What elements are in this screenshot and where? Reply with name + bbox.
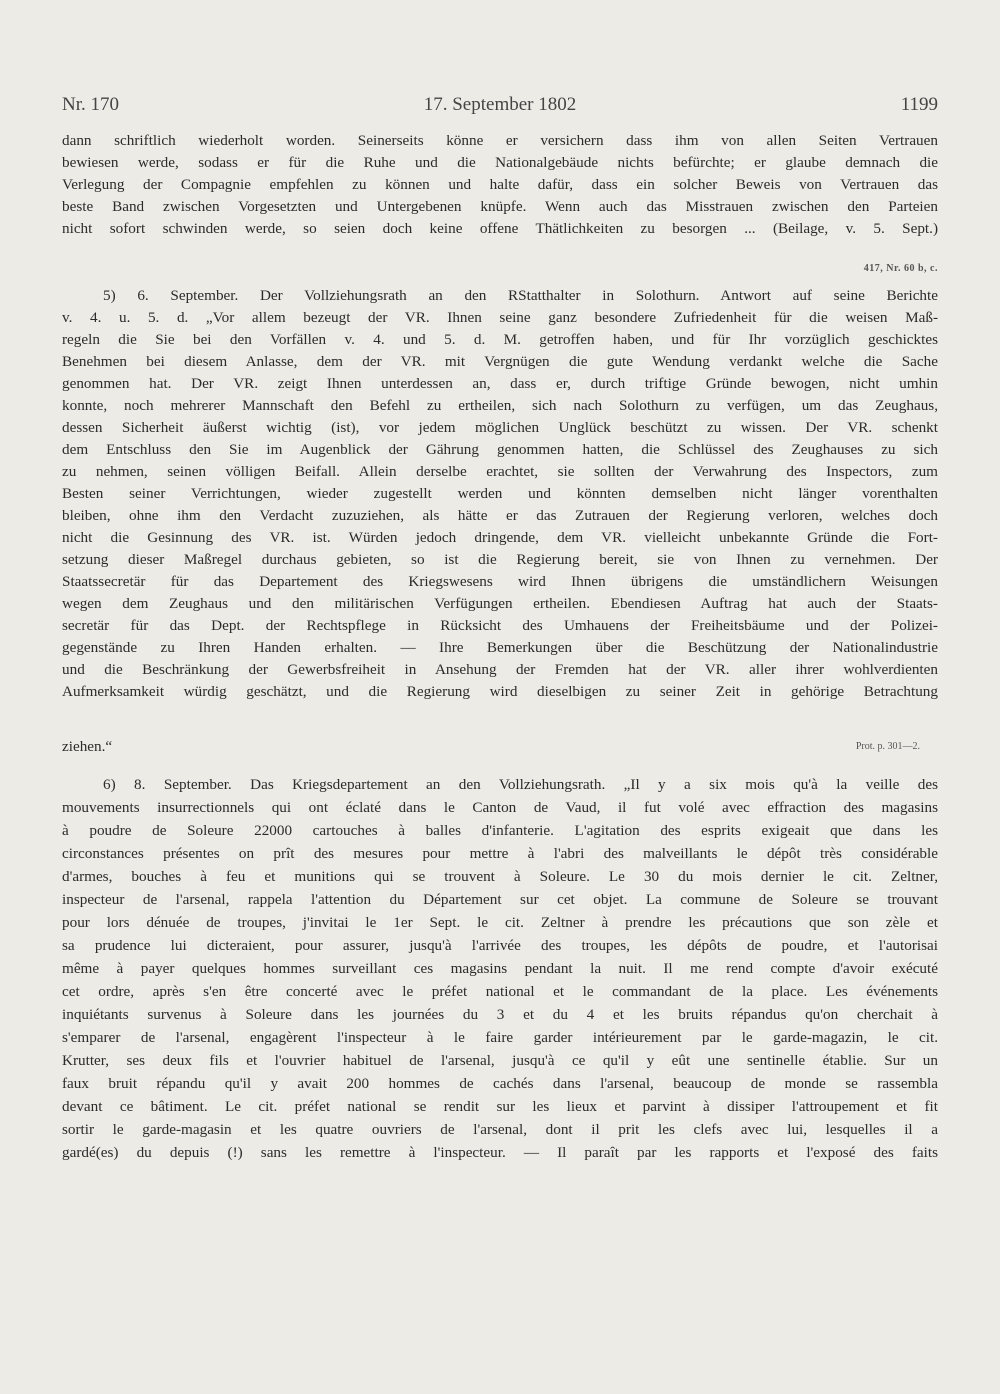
text-line: gardé(es) du depuis (!) sans les remettre à l'inspecteur. — Il paraît par les rapports et l'exposé des faits — [62, 1144, 938, 1161]
text-line: dann schriftlich wiederholt worden. Seinerseits könne er versichern dass ihm von allen Seiten Vertrauen — [62, 132, 938, 149]
text-line: cet ordre, après s'en être concerté avec le préfet national et le commandant de la place. Les événements — [62, 983, 938, 1000]
text-line: nicht sofort schwinden werde, so seien doch keine offene Thätlichkeiten zu besorgen ... (Beilage, v. 5. Sept.) — [62, 220, 938, 237]
text-line: ziehen.“ — [62, 738, 113, 755]
text-line: d'armes, bouches à feu et munitions qui se trouvent à Soleure. Le 30 du mois dernier le cit. Zeltner, — [62, 868, 938, 885]
text-line: bleiben, ohne ihm den Verdacht zuzuziehen, als hätte er das Zutrauen der Regierung verloren, welches doch — [62, 507, 938, 524]
text-line: devant ce bâtiment. Le cit. préfet national se rendit sur les lieux et parvint à dissiper l'attroupement et fit — [62, 1098, 938, 1115]
text-line: Staatssecretär für das Departement des Kriegswesens wird Ihnen übrigens die umständlichern Weisungen — [62, 573, 938, 590]
text-line: même à payer quelques hommes surveillant ces magasins pendant la nuit. Il me rend compte d'avoir exécuté — [62, 960, 938, 977]
text-line: sortir le garde-magasin et les quatre ouvriers de l'arsenal, dont il prit les clefs avec lui, lesquelles il a — [62, 1121, 938, 1138]
text-line: gegenstände zu Ihren Handen erhalten. — Ihre Bemerkungen über die Beschützung der Nationalindustrie — [62, 639, 938, 656]
header-date: 17. September 1802 — [423, 94, 577, 115]
text-line: genommen hat. Der VR. zeigt Ihnen unterdessen an, dass er, durch triftige Gründe bewogen, nicht umhin — [62, 375, 938, 392]
text-line: wegen dem Zeughaus und den militärischen Verfügungen ertheilen. Ebendiesen Auftrag hat auch der Staats- — [62, 595, 938, 612]
text-line: zu nehmen, seinen völligen Beifall. Allein derselbe erachtet, sie sollten der Verwahrung des Inspectors, zum — [62, 463, 938, 480]
text-line: regeln die Sie bei den Vorfällen v. 4. und 5. d. M. getroffen haben, und für Ihr vorzüglich geschicktes — [62, 331, 938, 348]
text-line: 5) 6. September. Der Vollziehungsrath an den RStatthalter in Solothurn. Antwort auf seine Berichte — [103, 287, 938, 304]
text-line: circonstances présentes on prît des mesures pour mettre à l'abri des malveillants le dépôt très considérable — [62, 845, 938, 862]
text-line: Krutter, ses deux fils et l'ouvrier habituel de l'arsenal, jusqu'à ce qu'il y eût une sentinelle établie. Sur un — [62, 1052, 938, 1069]
text-line: sa prudence lui dicteraient, pour assurer, jusqu'à l'arrivée des troupes, les dépôts de poudre, et l'autorisai — [62, 937, 938, 954]
text-line: konnte, noch mehrerer Mannschaft den Befehl zu ertheilen, sich nach Solothurn zu verfügen, um das Zeughaus, — [62, 397, 938, 414]
text-line: und die Beschränkung der Gewerbsfreiheit in Ansehung der Fremden hat der VR. aller ihrer wohlverdienten — [62, 661, 938, 678]
text-line: Aufmerksamkeit würdig geschätzt, und die Regierung wird dieselbigen zu seiner Zeit in gehörige Betrachtung — [62, 683, 938, 700]
text-line: setzung dieser Maßregel durchaus gebieten, so ist die Regierung bereit, sie von Ihnen zu vernehmen. Der — [62, 551, 938, 568]
text-line: faux bruit répandu qu'il y avait 200 hommes de cachés dans l'arsenal, beaucoup de monde se rassembla — [62, 1075, 938, 1092]
text-line: Verlegung der Compagnie empfehlen zu können und halte dafür, dass ein solcher Beweis von Vertrauen das — [62, 176, 938, 193]
text-line: nicht die Gesinnung des VR. ist. Würden jedoch dringende, dem VR. vielleicht unbekannte Gründe die Fort- — [62, 529, 938, 546]
text-line: inspecteur de l'arsenal, rappela l'attention du Département sur cet objet. La commune de Soleure se trouvant — [62, 891, 938, 908]
text-line: bewiesen werde, sodass er für die Ruhe und die Nationalgebäude nichts befürchte; er glaube demnach die — [62, 154, 938, 171]
page-number: 1199 — [900, 94, 938, 115]
text-line: v. 4. u. 5. d. „Vor allem bezeugt der VR. Ihnen seine ganz besondere Zufriedenheit für die weisen Maß- — [62, 309, 938, 326]
document-number: Nr. 170 — [62, 94, 119, 115]
text-line: beste Band zwischen Vorgesetzten und Untergebenen knüpfe. Wenn auch das Misstrauen zwischen den Parteien — [62, 198, 938, 215]
archive-reference: 417, Nr. 60 b, c. — [863, 263, 938, 274]
text-line: dem Entschluss den Sie im Augenblick der Gährung genommen hatten, die Schlüssel des Zeughauses zu sich — [62, 441, 938, 458]
text-line: dessen Sicherheit äußerst wichtig (ist), vor jedem möglichen Unglück beschützt zu wissen. Der VR. schenkt — [62, 419, 938, 436]
text-line: secretär für das Dept. der Rechtspflege in Rücksicht des Umhauens der Freiheitsbäume und der Polizei- — [62, 617, 938, 634]
text-line: s'emparer de l'arsenal, engagèrent l'inspecteur à le faire garder intérieurement par le garde-magazin, le cit. — [62, 1029, 938, 1046]
text-line: à poudre de Soleure 22000 cartouches à balles d'infanterie. L'agitation des esprits exigeait que dans les — [62, 822, 938, 839]
text-line: inquiétants survenus à Soleure dans les journées du 3 et du 4 et les bruits répandus qu'on cherchait à — [62, 1006, 938, 1023]
text-line: mouvements insurrectionnels qui ont éclaté dans le Canton de Vaud, il fut volé avec effraction des magasins — [62, 799, 938, 816]
text-line: Benehmen bei diesem Anlasse, dem der VR. mit Vergnügen die gute Wendung verdankt welche die Sache — [62, 353, 938, 370]
text-line: Besten seiner Verrichtungen, wieder zugestellt werden und könnten demselben nicht länger vorenthalten — [62, 485, 938, 502]
text-line: pour lors dénuée de troupes, j'invitai le 1er Sept. le cit. Zeltner à prendre les précautions que son zèle et — [62, 914, 938, 931]
text-line: 6) 8. September. Das Kriegsdepartement an den Vollziehungsrath. „Il y a six mois qu'à la veille des — [103, 776, 938, 793]
protocol-reference: Prot. p. 301—2. — [855, 741, 920, 752]
page-header — [62, 94, 938, 120]
